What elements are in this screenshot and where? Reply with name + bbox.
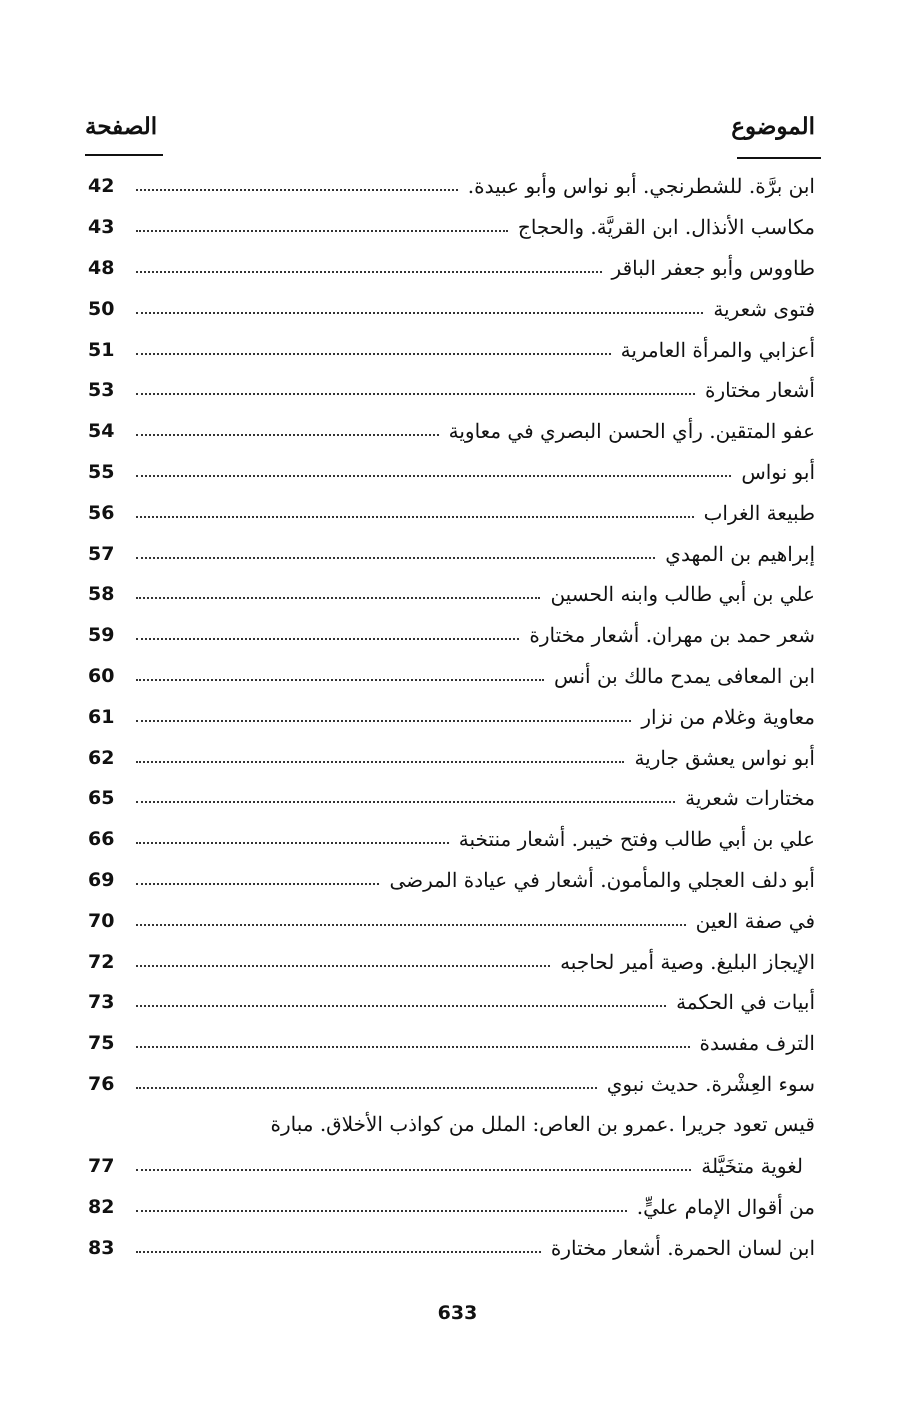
- toc-entry-title: ابن برَّة. للشطرنجي. أبو نواس وأبو عبيدة.: [467, 174, 815, 199]
- toc-entry: [88, 288, 815, 329]
- toc-entry: [88, 248, 815, 289]
- dot-leader: [136, 1169, 691, 1171]
- toc-entry: [88, 819, 815, 860]
- dot-leader: [136, 965, 550, 967]
- dot-leader: [136, 638, 519, 640]
- toc-entry-page: 57: [88, 542, 115, 565]
- toc-entry: [88, 1064, 815, 1105]
- toc-entry: [88, 533, 815, 574]
- toc-entry-page: 82: [88, 1195, 115, 1218]
- dot-leader: [136, 761, 624, 763]
- toc-entry: [88, 737, 815, 778]
- toc-entry-title: أشعار مختارة: [705, 378, 815, 403]
- dot-leader: [136, 393, 695, 395]
- toc-entry-page: 50: [88, 297, 115, 320]
- toc-entry: [88, 1186, 815, 1227]
- toc-entry-title: الإيجاز البليغ. وصية أمير لحاجبه: [560, 949, 815, 974]
- toc-entry-page: 56: [88, 501, 115, 524]
- toc-entry: [88, 329, 815, 370]
- toc-entry-title: الترف مفسدة: [699, 1031, 815, 1056]
- toc-entry-title: ابن لسان الحمرة. أشعار مختارة: [550, 1235, 815, 1260]
- toc-entry-page: 83: [88, 1236, 115, 1259]
- dot-leader: [136, 1210, 627, 1212]
- toc-entry-page: 72: [88, 950, 115, 973]
- toc-entry-page: 55: [88, 460, 115, 483]
- toc-entry-title: إبراهيم بن المهدي: [665, 541, 815, 566]
- dot-leader: [136, 271, 602, 273]
- toc-entry: [88, 492, 815, 533]
- dot-leader: [136, 312, 703, 314]
- toc-entry-page: 48: [88, 256, 115, 279]
- dot-leader: [136, 597, 540, 599]
- dot-leader: [136, 1251, 541, 1253]
- toc-entry-page: 75: [88, 1032, 115, 1055]
- toc-entry: [88, 1023, 815, 1064]
- toc-entry-page: 60: [88, 664, 115, 687]
- toc-entry-title: شعر حمد بن مهران. أشعار مختارة: [529, 623, 815, 648]
- toc-entry-title: أبو نواس: [741, 459, 815, 484]
- toc-entry-title: ابن المعافى يمدح مالك بن أنس: [553, 663, 815, 688]
- toc-entry-title: لغوية متخَيَّلة: [701, 1154, 803, 1179]
- toc-entry-title: فتوى شعرية: [713, 296, 815, 321]
- topic-column-header: الموضوع: [731, 113, 815, 140]
- dot-leader: [136, 434, 439, 436]
- toc-entry: [88, 982, 815, 1023]
- dot-leader: [136, 516, 694, 518]
- toc-entry-page: 70: [88, 909, 115, 932]
- dot-leader: [136, 1087, 597, 1089]
- toc-entry-page: 58: [88, 583, 115, 606]
- dot-leader: [136, 924, 686, 926]
- toc-entry: [88, 696, 815, 737]
- toc-entry-page: 77: [88, 1155, 115, 1178]
- dot-leader: [136, 679, 544, 681]
- toc-entry-title: من أقوال الإمام عليٍّ.: [636, 1194, 815, 1219]
- toc-entry-page: 54: [88, 420, 115, 443]
- toc-entry: [88, 615, 815, 656]
- dot-leader: [136, 557, 655, 559]
- page-column-header: الصفحة: [85, 113, 158, 140]
- toc-entry: [88, 1104, 815, 1186]
- toc-entry-title: طاووس وأبو جعفر الباقر: [611, 255, 815, 280]
- toc-entry-page: 53: [88, 379, 115, 402]
- toc-entry-title: أبو نواس يعشق جارية: [634, 745, 815, 770]
- toc-entry-title: عفو المتقين. رأي الحسن البصري في معاوية: [448, 419, 815, 444]
- toc-entry: [88, 778, 815, 819]
- toc-entry-page: 59: [88, 624, 115, 647]
- dot-leader: [136, 230, 508, 232]
- toc-entry: [88, 900, 815, 941]
- toc-entry-page: 61: [88, 705, 115, 728]
- toc-entry-title: أعزابي والمرأة العامرية: [620, 337, 815, 362]
- toc-entry-title: سوء العِشْرة. حديث نبوي: [606, 1071, 815, 1096]
- toc-entry: [88, 452, 815, 493]
- toc-entry: [88, 860, 815, 901]
- dot-leader: [136, 353, 611, 355]
- toc-entry-line2: [88, 1146, 815, 1186]
- dot-leader: [136, 883, 379, 885]
- toc-entry-title: في صفة العين: [695, 908, 815, 933]
- toc-entry: [88, 207, 815, 248]
- table-of-contents: [88, 166, 815, 1268]
- toc-entry-title: أبيات في الحكمة: [676, 990, 815, 1015]
- toc-entry-page: 69: [88, 868, 115, 891]
- toc-entry-title: علي بن أبي طالب وفتح خيبر. أشعار منتخبة: [458, 827, 815, 852]
- toc-entry-title: معاوية وغلام من نزار: [641, 704, 815, 729]
- dot-leader: [136, 189, 458, 191]
- toc-entry-title-line1: قيس تعود جريرا .عمرو بن العاص: الملل من كواذب الأخلاق. مبارة: [270, 1112, 815, 1137]
- toc-entry-page: 43: [88, 216, 115, 239]
- toc-entry-page: 66: [88, 828, 115, 851]
- dot-leader: [136, 842, 449, 844]
- toc-entry-page: 42: [88, 175, 115, 198]
- toc-entry-title: طبيعة الغراب: [703, 500, 815, 525]
- toc-entry: [88, 941, 815, 982]
- dot-leader: [136, 720, 631, 722]
- toc-entry: [88, 574, 815, 615]
- toc-entry-page: 76: [88, 1072, 115, 1095]
- dot-leader: [136, 475, 731, 477]
- toc-entry: [88, 166, 815, 207]
- toc-entry-page: 65: [88, 787, 115, 810]
- dot-leader: [136, 801, 675, 803]
- toc-entry: [88, 411, 815, 452]
- page-number: 633: [437, 1302, 478, 1324]
- toc-entry-title: مختارات شعرية: [685, 786, 815, 811]
- toc-entry-title: مكاسب الأنذال. ابن القريَّة. والحجاج: [517, 215, 815, 240]
- page-header-underline: [85, 154, 163, 156]
- toc-entry-title: علي بن أبي طالب وابنه الحسين: [550, 582, 815, 607]
- topic-header-underline: [737, 157, 821, 159]
- toc-entry-page: 62: [88, 746, 115, 769]
- toc-entry: [88, 1227, 815, 1268]
- toc-entry: [88, 370, 815, 411]
- toc-entry-title: أبو دلف العجلي والمأمون. أشعار في عيادة المرضى: [389, 867, 815, 892]
- dot-leader: [136, 1046, 690, 1048]
- dot-leader: [136, 1005, 666, 1007]
- toc-entry: [88, 656, 815, 697]
- toc-entry-page: 51: [88, 338, 115, 361]
- toc-entry-page: 73: [88, 991, 115, 1014]
